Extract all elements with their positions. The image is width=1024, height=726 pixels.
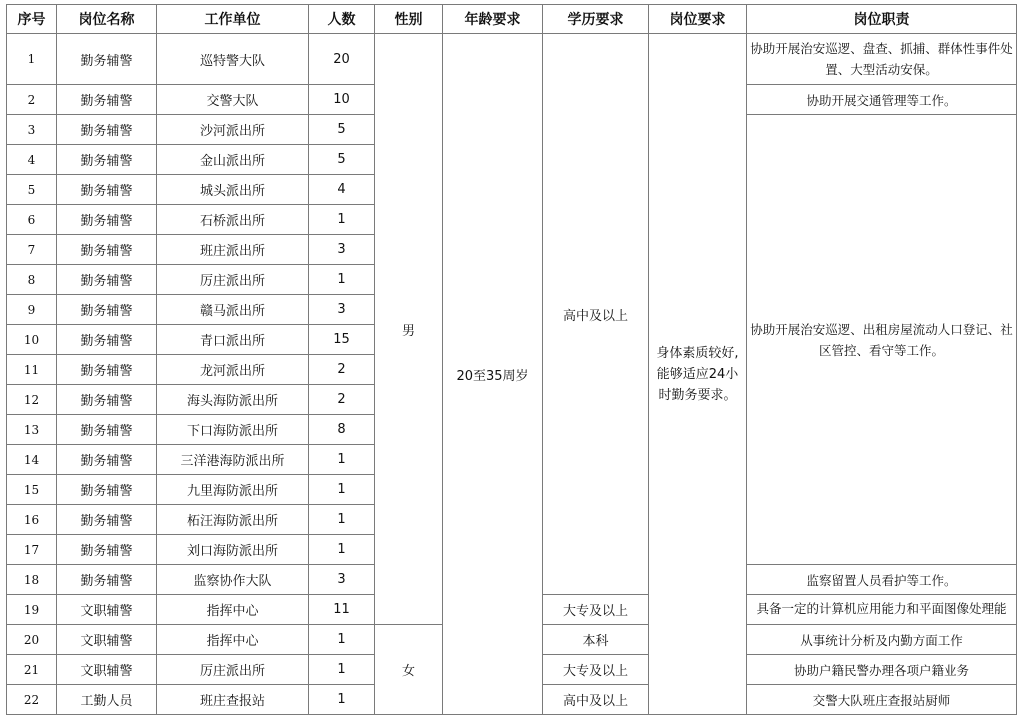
work-unit: 交警大队 <box>157 85 309 115</box>
work-unit: 班庄派出所 <box>157 235 309 265</box>
header-row <box>7 5 1017 34</box>
work-unit: 金山派出所 <box>157 145 309 175</box>
row-number: 19 <box>7 595 57 625</box>
work-unit: 指挥中心 <box>157 625 309 655</box>
headcount: 15 <box>309 325 375 355</box>
work-unit: 九里海防派出所 <box>157 475 309 505</box>
row-number: 1 <box>7 34 57 85</box>
education-high-school: 高中及以上 <box>543 34 649 595</box>
work-unit: 厉庄派出所 <box>157 655 309 685</box>
age-requirement: 20至35周岁 <box>443 34 543 715</box>
header-cell: 学历要求 <box>543 5 649 34</box>
headcount: 2 <box>309 355 375 385</box>
post-name: 勤务辅警 <box>57 115 157 145</box>
work-unit: 三洋港海防派出所 <box>157 445 309 475</box>
row-number: 13 <box>7 415 57 445</box>
post-name: 文职辅警 <box>57 655 157 685</box>
row-number: 21 <box>7 655 57 685</box>
work-unit: 青口派出所 <box>157 325 309 355</box>
row-number: 6 <box>7 205 57 235</box>
work-unit: 赣马派出所 <box>157 295 309 325</box>
duty-statistics: 从事统计分析及内勤方面工作 <box>747 625 1017 655</box>
duty-community: 协助开展治安巡逻、出租房屋流动人口登记、社区管控、看守等工作。 <box>747 115 1017 565</box>
headcount: 1 <box>309 535 375 565</box>
row-number: 17 <box>7 535 57 565</box>
row-number: 16 <box>7 505 57 535</box>
post-name: 勤务辅警 <box>57 415 157 445</box>
post-name: 勤务辅警 <box>57 505 157 535</box>
education-high-school: 高中及以上 <box>543 685 649 715</box>
post-name: 勤务辅警 <box>57 295 157 325</box>
row-number: 22 <box>7 685 57 715</box>
work-unit: 石桥派出所 <box>157 205 309 235</box>
gender-female: 女 <box>375 625 443 715</box>
education-college: 大专及以上 <box>543 595 649 625</box>
post-name: 工勤人员 <box>57 685 157 715</box>
headcount: 1 <box>309 445 375 475</box>
headcount: 2 <box>309 385 375 415</box>
row-number: 18 <box>7 565 57 595</box>
headcount: 1 <box>309 265 375 295</box>
row-number: 8 <box>7 265 57 295</box>
row-number: 11 <box>7 355 57 385</box>
header-cell: 序号 <box>7 5 57 34</box>
headcount: 1 <box>309 655 375 685</box>
work-unit: 柘汪海防派出所 <box>157 505 309 535</box>
duty-traffic: 协助开展交通管理等工作。 <box>747 85 1017 115</box>
row-number: 10 <box>7 325 57 355</box>
header-cell: 年龄要求 <box>443 5 543 34</box>
post-name: 文职辅警 <box>57 595 157 625</box>
post-name: 勤务辅警 <box>57 265 157 295</box>
row-number: 14 <box>7 445 57 475</box>
row-number: 5 <box>7 175 57 205</box>
work-unit: 龙河派出所 <box>157 355 309 385</box>
duty-cook: 交警大队班庄查报站厨师 <box>747 685 1017 715</box>
post-name: 勤务辅警 <box>57 205 157 235</box>
post-name: 勤务辅警 <box>57 445 157 475</box>
headcount: 8 <box>309 415 375 445</box>
work-unit: 下口海防派出所 <box>157 415 309 445</box>
headcount: 1 <box>309 505 375 535</box>
post-requirement: 身体素质较好,能够适应24小时勤务要求。 <box>649 34 747 715</box>
row-number: 3 <box>7 115 57 145</box>
post-name: 勤务辅警 <box>57 325 157 355</box>
work-unit: 刘口海防派出所 <box>157 535 309 565</box>
header-cell: 人数 <box>309 5 375 34</box>
work-unit: 厉庄派出所 <box>157 265 309 295</box>
post-name: 勤务辅警 <box>57 235 157 265</box>
gender-male: 男 <box>375 34 443 625</box>
duty-computer: 具备一定的计算机应用能力和平面图像处理能 <box>747 595 1017 625</box>
post-name: 勤务辅警 <box>57 385 157 415</box>
headcount: 10 <box>309 85 375 115</box>
post-name: 勤务辅警 <box>57 175 157 205</box>
post-name: 文职辅警 <box>57 625 157 655</box>
headcount: 3 <box>309 235 375 265</box>
post-name: 勤务辅警 <box>57 85 157 115</box>
headcount: 3 <box>309 565 375 595</box>
headcount: 4 <box>309 175 375 205</box>
headcount: 20 <box>309 34 375 85</box>
headcount: 1 <box>309 685 375 715</box>
post-name: 勤务辅警 <box>57 34 157 85</box>
work-unit: 监察协作大队 <box>157 565 309 595</box>
row-number: 20 <box>7 625 57 655</box>
duty-detention-guard: 监察留置人员看护等工作。 <box>747 565 1017 595</box>
duty-patrol: 协助开展治安巡逻、盘查、抓捕、群体性事件处置、大型活动安保。 <box>747 34 1017 85</box>
headcount: 1 <box>309 205 375 235</box>
row-number: 9 <box>7 295 57 325</box>
row-number: 15 <box>7 475 57 505</box>
headcount: 11 <box>309 595 375 625</box>
row-number: 4 <box>7 145 57 175</box>
table-row <box>7 34 1017 85</box>
work-unit: 城头派出所 <box>157 175 309 205</box>
headcount: 1 <box>309 625 375 655</box>
post-name: 勤务辅警 <box>57 145 157 175</box>
work-unit: 巡特警大队 <box>157 34 309 85</box>
headcount: 1 <box>309 475 375 505</box>
header-cell: 工作单位 <box>157 5 309 34</box>
row-number: 12 <box>7 385 57 415</box>
education-college: 大专及以上 <box>543 655 649 685</box>
headcount: 3 <box>309 295 375 325</box>
header-cell: 岗位职责 <box>747 5 1017 34</box>
headcount: 5 <box>309 115 375 145</box>
work-unit: 沙河派出所 <box>157 115 309 145</box>
education-bachelor: 本科 <box>543 625 649 655</box>
post-name: 勤务辅警 <box>57 565 157 595</box>
work-unit: 指挥中心 <box>157 595 309 625</box>
duty-household: 协助户籍民警办理各项户籍业务 <box>747 655 1017 685</box>
row-number: 7 <box>7 235 57 265</box>
work-unit: 班庄查报站 <box>157 685 309 715</box>
headcount: 5 <box>309 145 375 175</box>
header-cell: 岗位要求 <box>649 5 747 34</box>
header-cell: 性别 <box>375 5 443 34</box>
post-name: 勤务辅警 <box>57 535 157 565</box>
recruitment-table <box>6 4 1017 715</box>
header-cell: 岗位名称 <box>57 5 157 34</box>
work-unit: 海头海防派出所 <box>157 385 309 415</box>
post-name: 勤务辅警 <box>57 475 157 505</box>
row-number: 2 <box>7 85 57 115</box>
post-name: 勤务辅警 <box>57 355 157 385</box>
